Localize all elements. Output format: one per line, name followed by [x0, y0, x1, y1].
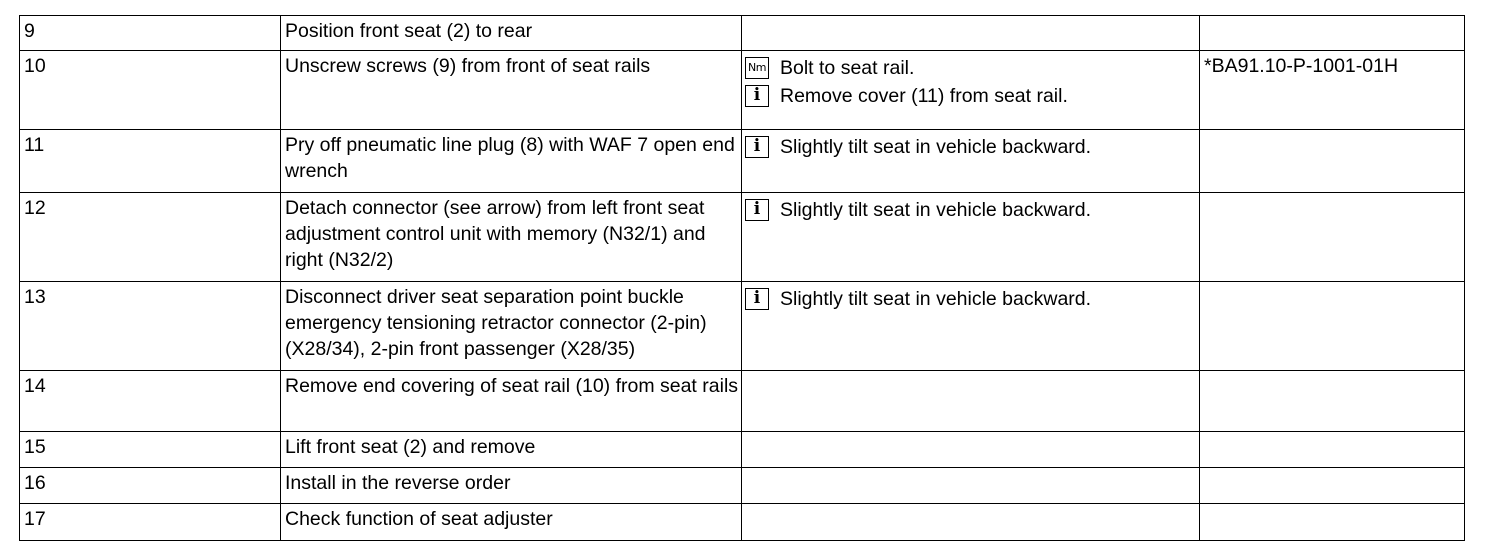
note	[745, 134, 1199, 160]
step-reference	[1200, 468, 1465, 504]
note	[745, 286, 1199, 312]
step-number: 14	[20, 371, 281, 432]
note	[745, 197, 1199, 223]
step-reference: *BA91.10-P-1001-01H	[1200, 51, 1465, 130]
step-number: 15	[20, 432, 281, 468]
step-reference	[1200, 371, 1465, 432]
note	[745, 83, 1199, 109]
step-reference	[1200, 282, 1465, 371]
step-action: Remove end covering of seat rail (10) from seat rails	[281, 371, 742, 432]
procedure-table	[19, 15, 1465, 541]
note-text: Remove cover (11) from seat rail.	[780, 85, 1068, 107]
step-notes	[742, 51, 1200, 130]
info-icon: i	[745, 199, 769, 221]
step-number: 13	[20, 282, 281, 371]
step-number: 9	[20, 16, 281, 51]
note-text: Slightly tilt seat in vehicle backward.	[780, 136, 1092, 158]
note	[745, 55, 1199, 81]
table-row	[20, 282, 1465, 371]
table-row	[20, 371, 1465, 432]
step-notes	[742, 282, 1200, 371]
torque-nm-icon: Nm	[745, 57, 769, 79]
info-icon: i	[745, 288, 769, 310]
step-reference	[1200, 130, 1465, 193]
table-row	[20, 51, 1465, 130]
step-reference	[1200, 193, 1465, 282]
step-notes	[742, 130, 1200, 193]
step-reference	[1200, 16, 1465, 51]
step-number: 17	[20, 504, 281, 541]
step-number: 10	[20, 51, 281, 130]
table-row	[20, 193, 1465, 282]
step-notes	[742, 371, 1200, 432]
step-notes	[742, 16, 1200, 51]
step-action: Position front seat (2) to rear	[281, 16, 742, 51]
table-row	[20, 468, 1465, 504]
step-notes	[742, 504, 1200, 541]
step-action: Detach connector (see arrow) from left front seat adjustment control unit with memory (N32/1) and right (N32/2)	[281, 193, 742, 282]
step-action: Pry off pneumatic line plug (8) with WAF 7 open end wrench	[281, 130, 742, 193]
info-icon: i	[745, 136, 769, 158]
step-number: 16	[20, 468, 281, 504]
step-reference	[1200, 504, 1465, 541]
step-notes	[742, 432, 1200, 468]
step-number: 11	[20, 130, 281, 193]
step-notes	[742, 468, 1200, 504]
table-row	[20, 432, 1465, 468]
table-row	[20, 16, 1465, 51]
note-text: Bolt to seat rail.	[780, 57, 915, 79]
step-action: Lift front seat (2) and remove	[281, 432, 742, 468]
step-action: Disconnect driver seat separation point buckle emergency tensioning retractor connector (2-pin) (X28/34), 2-pin front passenger (X28/35)	[281, 282, 742, 371]
step-action: Unscrew screws (9) from front of seat rails	[281, 51, 742, 130]
step-action: Check function of seat adjuster	[281, 504, 742, 541]
note-text: Slightly tilt seat in vehicle backward.	[780, 288, 1092, 310]
info-icon: i	[745, 85, 769, 107]
step-action: Install in the reverse order	[281, 468, 742, 504]
table-row	[20, 130, 1465, 193]
note-text: Slightly tilt seat in vehicle backward.	[780, 199, 1092, 221]
step-reference	[1200, 432, 1465, 468]
table-row	[20, 504, 1465, 541]
step-notes	[742, 193, 1200, 282]
step-number: 12	[20, 193, 281, 282]
